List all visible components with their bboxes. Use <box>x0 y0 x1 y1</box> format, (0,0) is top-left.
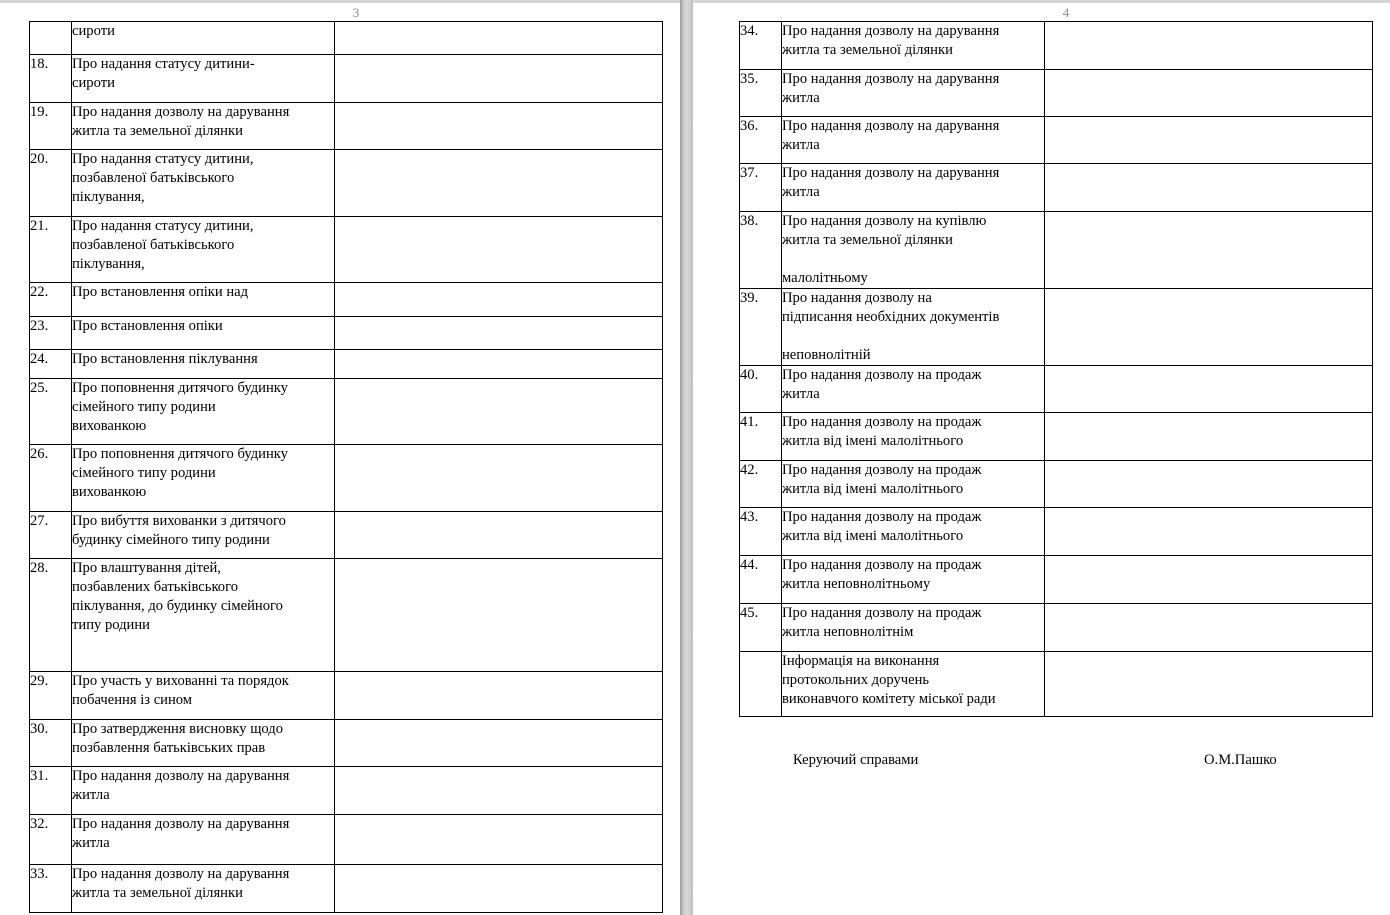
item-topic-cell <box>782 366 1045 413</box>
item-topic: сироти <box>72 23 115 39</box>
table-row <box>30 672 663 720</box>
item-topic: Про затвердження висновку щодо позбавлення батьківських прав <box>72 721 284 756</box>
item-topic: Про надання дозволу на дарування житла <box>72 816 290 851</box>
item-number: 23. <box>30 317 72 350</box>
item-number: 19. <box>30 103 72 150</box>
item-number: 35. <box>740 70 782 117</box>
item-notes-cell <box>335 720 663 767</box>
page-top-edge <box>0 0 680 3</box>
item-topic: Про надання дозволу на дарування житла та земельної ділянки <box>72 866 290 901</box>
table-row <box>30 815 663 865</box>
item-number: 45. <box>740 604 782 652</box>
table-row <box>30 150 663 217</box>
table-row <box>740 604 1373 652</box>
table-row <box>740 22 1373 70</box>
item-notes-cell <box>1045 604 1373 652</box>
page-separator <box>680 0 693 915</box>
item-topic-cell <box>72 445 335 512</box>
item-topic-cell <box>782 22 1045 70</box>
item-notes-cell <box>335 217 663 283</box>
item-number: 18. <box>30 55 72 103</box>
item-notes-cell <box>1045 366 1373 413</box>
table-row <box>30 767 663 815</box>
item-topic-cell <box>72 150 335 217</box>
table-row <box>30 512 663 559</box>
table-row <box>30 317 663 350</box>
table-row <box>740 652 1373 717</box>
item-number: 22. <box>30 283 72 317</box>
item-topic-cell <box>782 508 1045 556</box>
item-number: 30. <box>30 720 72 767</box>
item-number: 34. <box>740 22 782 70</box>
item-number: 26. <box>30 445 72 512</box>
item-number: 39. <box>740 289 782 366</box>
agenda-table <box>29 21 663 913</box>
item-topic-cell <box>782 212 1045 289</box>
document-page-3 <box>0 0 680 915</box>
item-notes-cell <box>335 55 663 103</box>
item-topic-cell <box>782 289 1045 366</box>
item-topic: Про встановлення опіки над <box>72 284 249 300</box>
item-notes-cell <box>335 22 663 55</box>
item-topic: Про надання дозволу на продаж житла неповнолітньому <box>782 557 982 592</box>
signature-name: О.М.Пашко <box>1204 752 1277 768</box>
item-notes-cell <box>335 559 663 672</box>
item-notes-cell <box>1045 117 1373 164</box>
page-number: 4 <box>1062 5 1070 20</box>
item-topic-cell <box>72 379 335 445</box>
item-topic-cell <box>72 22 335 55</box>
item-notes-cell <box>335 865 663 913</box>
item-notes-cell <box>1045 508 1373 556</box>
item-notes-cell <box>1045 413 1373 461</box>
item-topic-cell <box>72 767 335 815</box>
item-topic-cell <box>782 164 1045 212</box>
item-topic: Про надання дозволу на дарування житла <box>782 165 1000 200</box>
item-number: 21. <box>30 217 72 283</box>
item-notes-cell <box>335 445 663 512</box>
item-topic: Про надання дозволу на продаж житла від імені малолітнього <box>782 414 982 449</box>
table-row <box>30 720 663 767</box>
item-topic-cell <box>72 317 335 350</box>
item-topic-cell <box>72 512 335 559</box>
table-row <box>740 164 1373 212</box>
item-notes-cell <box>1045 289 1373 366</box>
item-topic-cell <box>782 461 1045 508</box>
item-topic-cell <box>782 413 1045 461</box>
item-topic-cell <box>72 283 335 317</box>
item-topic-cell <box>72 217 335 283</box>
item-number <box>740 652 782 717</box>
item-topic: Про надання статусу дитини, позбавленої батьківського піклування, <box>72 151 254 205</box>
table-row <box>740 117 1373 164</box>
item-number: 32. <box>30 815 72 865</box>
item-notes-cell <box>335 317 663 350</box>
item-notes-cell <box>335 815 663 865</box>
item-topic: Про надання дозволу на дарування житла та земельної ділянки <box>72 104 290 139</box>
item-number: 25. <box>30 379 72 445</box>
table-row <box>740 212 1373 289</box>
item-notes-cell <box>335 283 663 317</box>
item-notes-cell <box>335 350 663 379</box>
item-topic: Про надання статусу дитини- сироти <box>72 56 255 91</box>
item-number: 37. <box>740 164 782 212</box>
item-number: 33. <box>30 865 72 913</box>
item-number: 31. <box>30 767 72 815</box>
item-topic: Про надання дозволу на дарування житла <box>782 71 1000 106</box>
page-number: 3 <box>352 5 360 20</box>
item-number: 38. <box>740 212 782 289</box>
item-topic: Про вибуття вихованки з дитячого будинку сімейного типу родини <box>72 513 286 548</box>
item-topic-cell <box>782 556 1045 604</box>
item-topic-cell <box>72 559 335 672</box>
item-topic: Про поповнення дитячого будинку сімейного типу родини вихованкою <box>72 380 288 434</box>
table-row <box>30 283 663 317</box>
item-topic: Про надання дозволу на дарування житла <box>72 768 290 803</box>
item-topic: Про надання дозволу на підписання необхідних документів неповнолітній <box>782 290 1000 363</box>
item-topic: Про встановлення опіки <box>72 318 223 334</box>
item-topic-cell <box>72 55 335 103</box>
item-topic-cell <box>72 865 335 913</box>
item-notes-cell <box>335 379 663 445</box>
item-topic-cell <box>782 117 1045 164</box>
table-row <box>30 22 663 55</box>
item-number: 29. <box>30 672 72 720</box>
table-row <box>30 865 663 913</box>
item-notes-cell <box>335 103 663 150</box>
item-topic: Про влаштування дітей, позбавлених батьківського піклування, до будинку сімейного типу родини <box>72 560 283 633</box>
item-notes-cell <box>1045 556 1373 604</box>
item-number: 27. <box>30 512 72 559</box>
item-topic: Про надання дозволу на дарування житла <box>782 118 1000 153</box>
item-number: 28. <box>30 559 72 672</box>
item-notes-cell <box>1045 70 1373 117</box>
item-topic-cell <box>72 815 335 865</box>
table-row <box>740 461 1373 508</box>
item-topic: Про надання дозволу на купівлю житла та земельної ділянки малолітньому <box>782 213 987 286</box>
table-row <box>740 413 1373 461</box>
item-topic: Про надання дозволу на продаж житла <box>782 367 982 402</box>
item-notes-cell <box>335 767 663 815</box>
document-page-4 <box>693 0 1390 915</box>
table-row <box>740 289 1373 366</box>
item-notes-cell <box>335 672 663 720</box>
item-topic-cell <box>72 672 335 720</box>
table-row <box>30 55 663 103</box>
item-topic: Інформація на виконання протокольних доручень виконавчого комітету міської ради <box>782 653 996 707</box>
item-topic: Про участь у вихованні та порядок побачення із сином <box>72 673 289 708</box>
item-number: 24. <box>30 350 72 379</box>
item-topic: Про надання дозволу на дарування житла та земельної ділянки <box>782 23 1000 58</box>
item-notes-cell <box>1045 652 1373 717</box>
table-row <box>740 70 1373 117</box>
item-topic-cell <box>72 350 335 379</box>
item-number: 20. <box>30 150 72 217</box>
item-topic-cell <box>72 103 335 150</box>
item-topic: Про поповнення дитячого будинку сімейного типу родини вихованкою <box>72 446 288 500</box>
item-number: 40. <box>740 366 782 413</box>
page-top-edge <box>693 0 1390 3</box>
item-topic-cell <box>72 720 335 767</box>
item-number: 42. <box>740 461 782 508</box>
table-row <box>740 366 1373 413</box>
table-row <box>30 379 663 445</box>
item-notes-cell <box>1045 461 1373 508</box>
item-number: 36. <box>740 117 782 164</box>
item-notes-cell <box>335 512 663 559</box>
item-notes-cell <box>335 150 663 217</box>
agenda-table <box>739 21 1373 717</box>
item-topic: Про встановлення піклування <box>72 351 258 367</box>
item-number: 43. <box>740 508 782 556</box>
table-row <box>30 103 663 150</box>
item-notes-cell <box>1045 212 1373 289</box>
item-number: 44. <box>740 556 782 604</box>
table-row <box>740 508 1373 556</box>
item-topic: Про надання дозволу на продаж житла від імені малолітнього <box>782 509 982 544</box>
item-notes-cell <box>1045 164 1373 212</box>
item-topic: Про надання статусу дитини, позбавленої батьківського піклування, <box>72 218 254 272</box>
item-topic-cell <box>782 652 1045 717</box>
table-row <box>30 559 663 672</box>
item-topic: Про надання дозволу на продаж житла неповнолітнім <box>782 605 982 640</box>
item-notes-cell <box>1045 22 1373 70</box>
item-topic-cell <box>782 70 1045 117</box>
item-topic: Про надання дозволу на продаж житла від імені малолітнього <box>782 462 982 497</box>
table-row <box>740 556 1373 604</box>
item-number <box>30 22 72 55</box>
table-row <box>30 217 663 283</box>
signature-role: Керуючий справами <box>793 752 919 768</box>
table-row <box>30 350 663 379</box>
table-row <box>30 445 663 512</box>
item-number: 41. <box>740 413 782 461</box>
item-topic-cell <box>782 604 1045 652</box>
